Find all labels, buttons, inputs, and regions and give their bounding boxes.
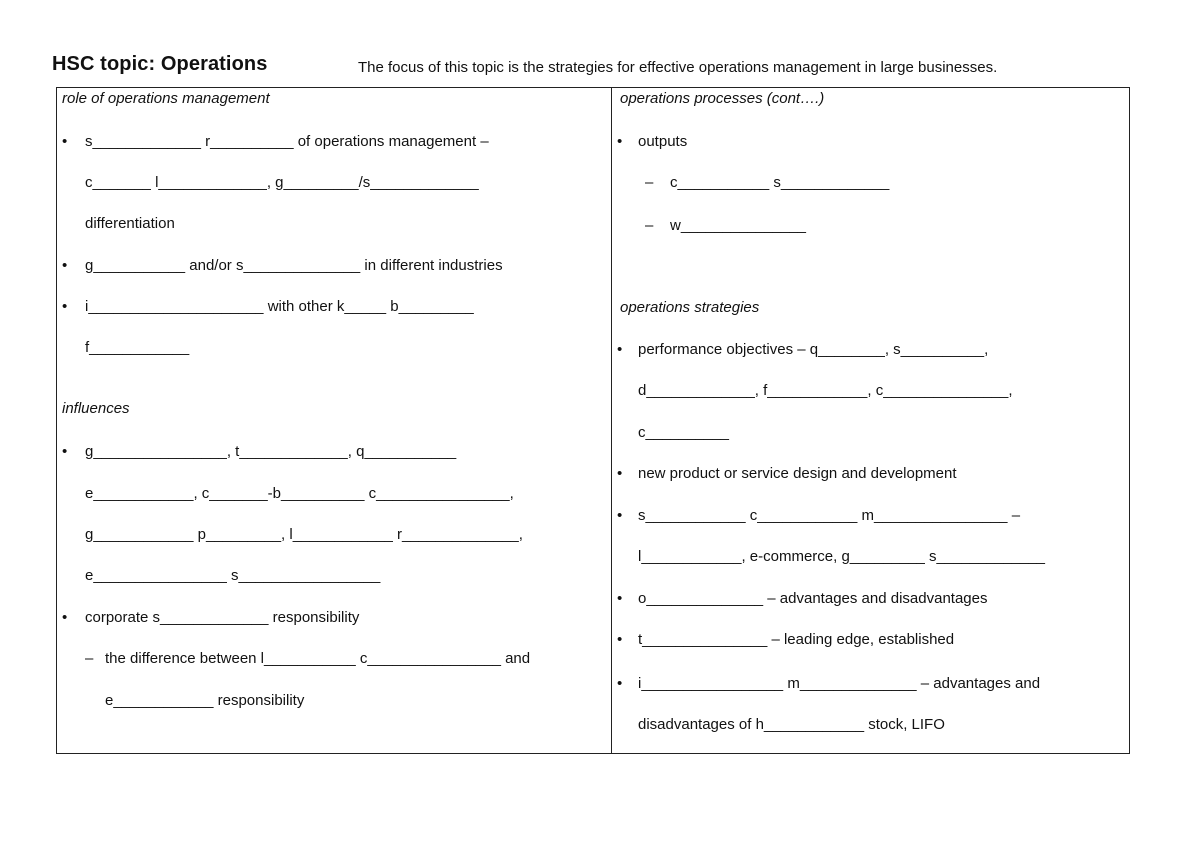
role-bullet1-line2: c_______ l_____________, g_________/s_____________	[85, 174, 479, 191]
section-heading-processes: operations processes (cont….)	[620, 90, 825, 107]
infl-bullet1-line1: g________________, t_____________, q___________	[85, 443, 457, 460]
dash-icon: –	[85, 650, 94, 667]
proc-bullet1: outputs	[638, 133, 688, 150]
section-heading-strategies: operations strategies	[620, 299, 760, 316]
bullet-marker	[62, 608, 67, 628]
bullet-marker	[617, 506, 622, 526]
strat-bullet2: new product or service design and development	[638, 465, 957, 482]
role-bullet1-line1: s_____________ r__________ of operations management –	[85, 133, 489, 150]
bullet-icon: •	[617, 675, 623, 692]
bullet-marker	[62, 132, 67, 152]
infl-bullet1-line4: e________________ s_________________	[85, 567, 381, 584]
infl-sub1-line1: the difference between l___________ c________________ and	[105, 650, 531, 667]
bullet-marker	[617, 589, 622, 609]
bullet-marker	[62, 442, 67, 462]
bullet-marker	[62, 297, 67, 317]
strat-bullet1-line2: d_____________, f____________, c_______________,	[638, 382, 1013, 399]
section-heading-role: role of operations management	[62, 90, 270, 107]
bullet-icon: •	[62, 443, 68, 460]
page-title: HSC topic: Operations	[52, 53, 268, 75]
strat-bullet6-line1: i_________________ m______________ – advantages and	[638, 675, 1041, 692]
bullet-icon: •	[62, 298, 68, 315]
role-bullet2: g___________ and/or s______________ in different industries	[85, 257, 503, 274]
dash-marker	[645, 173, 653, 193]
infl-bullet1-line3: g____________ p_________, l____________ r______________,	[85, 526, 523, 543]
bullet-marker	[617, 132, 622, 152]
bullet-marker	[617, 630, 622, 650]
strat-bullet6-line2: disadvantages of h____________ stock, LIFO	[638, 716, 945, 733]
strat-bullet1-line3: c__________	[638, 424, 729, 441]
bullet-marker	[617, 340, 622, 360]
dash-icon: –	[645, 174, 654, 191]
bullet-icon: •	[617, 133, 623, 150]
bullet-icon: •	[62, 257, 68, 274]
infl-bullet2: corporate s_____________ responsibility	[85, 609, 360, 626]
bullet-marker	[617, 674, 622, 694]
page-subtitle: The focus of this topic is the strategies for effective operations management in large businesses.	[358, 59, 998, 76]
role-bullet3-line1: i_____________________ with other k_____ b_________	[85, 298, 474, 315]
strat-bullet4: o______________ – advantages and disadvantages	[638, 590, 988, 607]
proc-sub1: c___________ s_____________	[670, 174, 890, 191]
strat-bullet3-line2: l____________, e-commerce, g_________ s_____________	[638, 548, 1045, 565]
infl-sub1-line2: e____________ responsibility	[105, 692, 305, 709]
strat-bullet5: t_______________ – leading edge, established	[638, 631, 955, 648]
bullet-icon: •	[617, 341, 623, 358]
section-heading-influences: influences	[62, 400, 130, 417]
strat-bullet3-line1: s____________ c____________ m________________ –	[638, 507, 1021, 524]
role-bullet1-line3: differentiation	[85, 215, 175, 232]
dash-marker	[85, 649, 93, 669]
bullet-icon: •	[617, 631, 623, 648]
bullet-marker	[62, 256, 67, 276]
column-divider	[611, 87, 612, 754]
infl-bullet1-line2: e____________, c_______-b__________ c________________,	[85, 485, 514, 502]
proc-sub2: w_______________	[670, 217, 806, 234]
dash-marker	[645, 216, 653, 236]
bullet-icon: •	[62, 609, 68, 626]
bullet-icon: •	[617, 507, 623, 524]
dash-icon: –	[645, 217, 654, 234]
bullet-icon: •	[617, 465, 623, 482]
role-bullet3-line2: f____________	[85, 339, 190, 356]
bullet-icon: •	[62, 133, 68, 150]
bullet-icon: •	[617, 590, 623, 607]
bullet-marker	[617, 464, 622, 484]
strat-bullet1-line1: performance objectives – q________, s__________,	[638, 341, 989, 358]
